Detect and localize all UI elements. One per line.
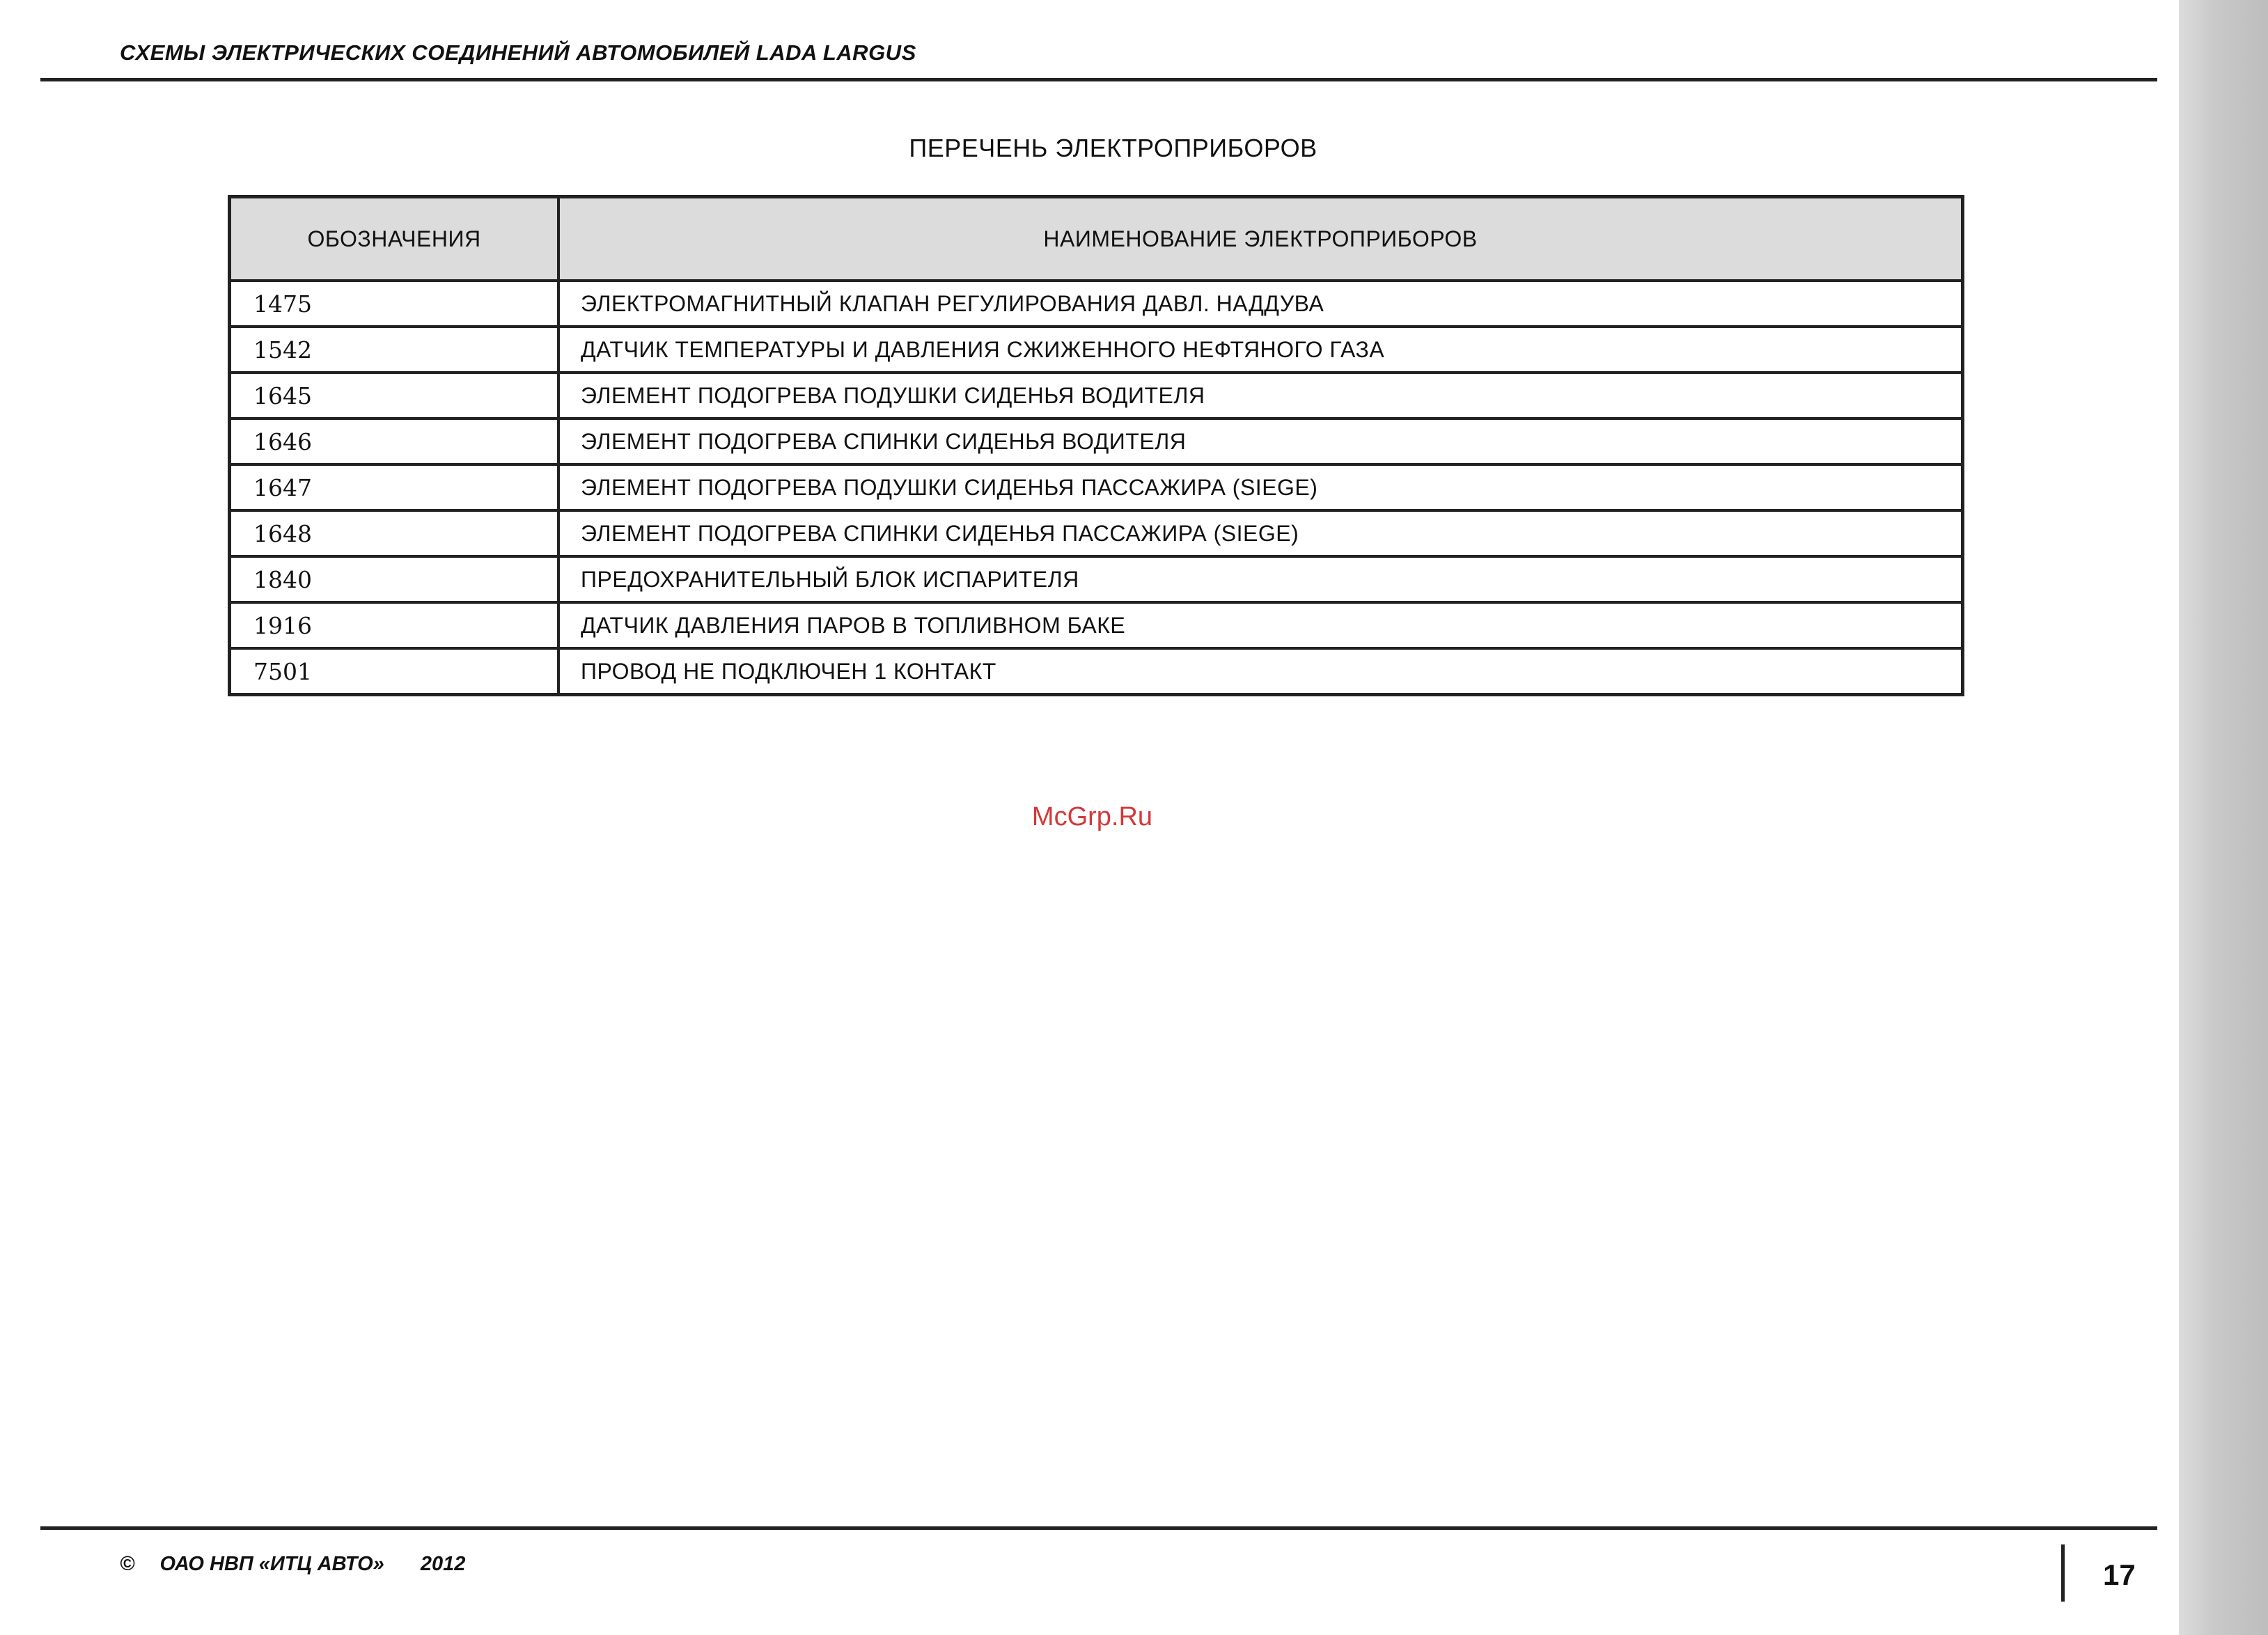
row-code: 1645: [230, 373, 559, 418]
table-row: [230, 373, 1963, 418]
watermark: McGrp.Ru: [1031, 802, 1153, 831]
row-code: 1475: [230, 281, 559, 327]
row-name: ЭЛЕМЕНТ ПОДОГРЕВА ПОДУШКИ СИДЕНЬЯ ПАССАЖИРА (SIEGE): [558, 464, 1963, 510]
table-row: [230, 602, 1963, 648]
table-row: [230, 648, 1963, 695]
row-name: ДАТЧИК ТЕМПЕРАТУРЫ И ДАВЛЕНИЯ СЖИЖЕННОГО НЕФТЯНОГО ГАЗА: [558, 327, 1963, 373]
table-row: [230, 327, 1963, 373]
column-header-name: НАИМЕНОВАНИЕ ЭЛЕКТРОПРИБОРОВ: [558, 197, 1963, 281]
table-row: [230, 464, 1963, 510]
table-row: [230, 281, 1963, 327]
row-code: 1542: [230, 327, 559, 373]
header-divider: [40, 78, 2157, 81]
row-code: 1840: [230, 556, 559, 602]
devices-table: [228, 195, 1964, 696]
table-header-row: [230, 197, 1963, 281]
row-code: 1647: [230, 464, 559, 510]
row-name: ПРОВОД НЕ ПОДКЛЮЧЕН 1 КОНТАКТ: [558, 648, 1963, 695]
footer-divider: [40, 1526, 2157, 1530]
copyright-icon: ©: [120, 1553, 135, 1575]
publisher-name: ОАО НВП «ИТЦ АВТО»: [159, 1553, 384, 1575]
page-number: 17: [2103, 1558, 2136, 1591]
table-row: [230, 556, 1963, 602]
row-name: ЭЛЕКТРОМАГНИТНЫЙ КЛАПАН РЕГУЛИРОВАНИЯ ДАВЛ. НАДДУВА: [558, 281, 1963, 327]
column-header-code: ОБОЗНАЧЕНИЯ: [230, 197, 559, 281]
table-row: [230, 418, 1963, 464]
page-number-divider: [2061, 1544, 2065, 1602]
row-code: 1916: [230, 602, 559, 648]
row-code: 1646: [230, 418, 559, 464]
row-code: 7501: [230, 648, 559, 695]
row-name: ЭЛЕМЕНТ ПОДОГРЕВА ПОДУШКИ СИДЕНЬЯ ВОДИТЕЛЯ: [558, 373, 1963, 418]
row-name: ЭЛЕМЕНТ ПОДОГРЕВА СПИНКИ СИДЕНЬЯ ПАССАЖИРА (SIEGE): [558, 510, 1963, 556]
footer-credits: [120, 1553, 485, 1576]
row-name: ДАТЧИК ДАВЛЕНИЯ ПАРОВ В ТОПЛИВНОМ БАКЕ: [558, 602, 1963, 648]
document-title: ПЕРЕЧЕНЬ ЭЛЕКТРОПРИБОРОВ: [909, 134, 1317, 162]
table-row: [230, 510, 1963, 556]
row-code: 1648: [230, 510, 559, 556]
row-name: ЭЛЕМЕНТ ПОДОГРЕВА СПИНКИ СИДЕНЬЯ ВОДИТЕЛЯ: [558, 418, 1963, 464]
devices-table-container: [228, 195, 1964, 696]
row-name: ПРЕДОХРАНИТЕЛЬНЫЙ БЛОК ИСПАРИТЕЛЯ: [558, 556, 1963, 602]
publication-year: 2012: [420, 1553, 466, 1575]
header-title: СХЕМЫ ЭЛЕКТРИЧЕСКИХ СОЕДИНЕНИЙ АВТОМОБИЛЕЙ LADA LARGUS: [120, 40, 916, 65]
